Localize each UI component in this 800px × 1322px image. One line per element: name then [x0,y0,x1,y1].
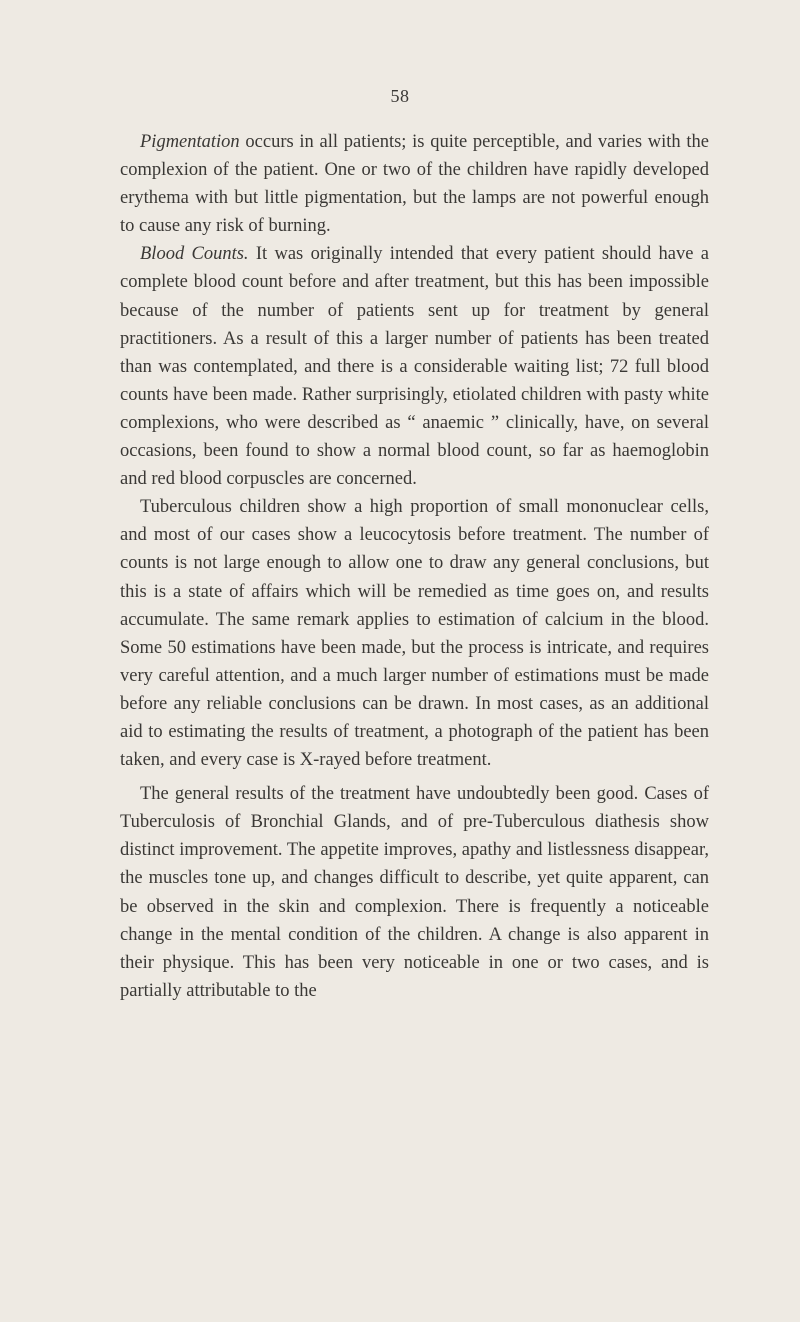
page-number: 58 [390,86,410,106]
paragraph-text-tuberculous-children: Tuberculous children show a high proportion of small mononuclear cells, and most of our cases show a leucocytosis before treatment. The number of counts is not large enough to allow one to draw any general conclusions, but this is a state of affairs which will be remedied as time goes on, and results accumulate. The same remark applies to estimation of calcium in the blood. Some 50 estimations have been made, but the process is intricate, and requires very careful attention, and a much larger number of estimations must be made before any reliable conclusions can be drawn. In most cases, as an additional aid to estimating the results of treatment, a photograph of the patient has been taken, and every case is X-rayed before treatment. [120,497,709,771]
paragraph-tuberculous-children [120,493,709,774]
paragraph-general-results [120,780,709,1005]
paragraph-blood-counts [120,240,709,493]
paragraph-lead-blood-counts: Blood Counts. [140,244,249,265]
body-text [120,128,709,1005]
paragraph-text-general-results: The general results of the treatment have undoubtedly been good. Cases of Tuberculosis of Bronchial Glands, and of pre-Tuberculous diathesis show distinct improvement. The appetite improves, apathy and listlessness disappear, the muscles tone up, and changes difficult to describe, yet quite apparent, can be observed in the skin and complexion. There is frequently a noticeable change in the mental condition of the children. A change is also apparent in their physique. This has been very noticeable in one or two cases, and is partially attributable to the [120,784,709,1001]
paragraph-lead-pigmentation: Pigmentation [140,132,240,152]
paragraph-text-blood-counts: It was originally intended that every patient should have a complete blood count before and after treatment, but this has been impossible because of the number of patients sent up for treatment by general practitioners. As a result of this a larger number of patients has been treated than was contemplated, and there is a considerable waiting list; 72 full blood counts have been made. Rather surprisingly, etiolated children with pasty white complexions, who were described as “ anaemic ” clinically, have, on several occasions, been found to show a normal blood count, so far as haemoglobin and red blood corpuscles are concerned. [120,244,710,490]
paragraph-text-pigmentation: occurs in all patients; is quite perceptible, and varies with the complexion of the patient. One or two of the children have rapidly developed erythema with but little pigmentation, but the lamps are not powerful enough to cause any risk of burning. [120,132,709,237]
paragraph-pigmentation [120,128,709,240]
